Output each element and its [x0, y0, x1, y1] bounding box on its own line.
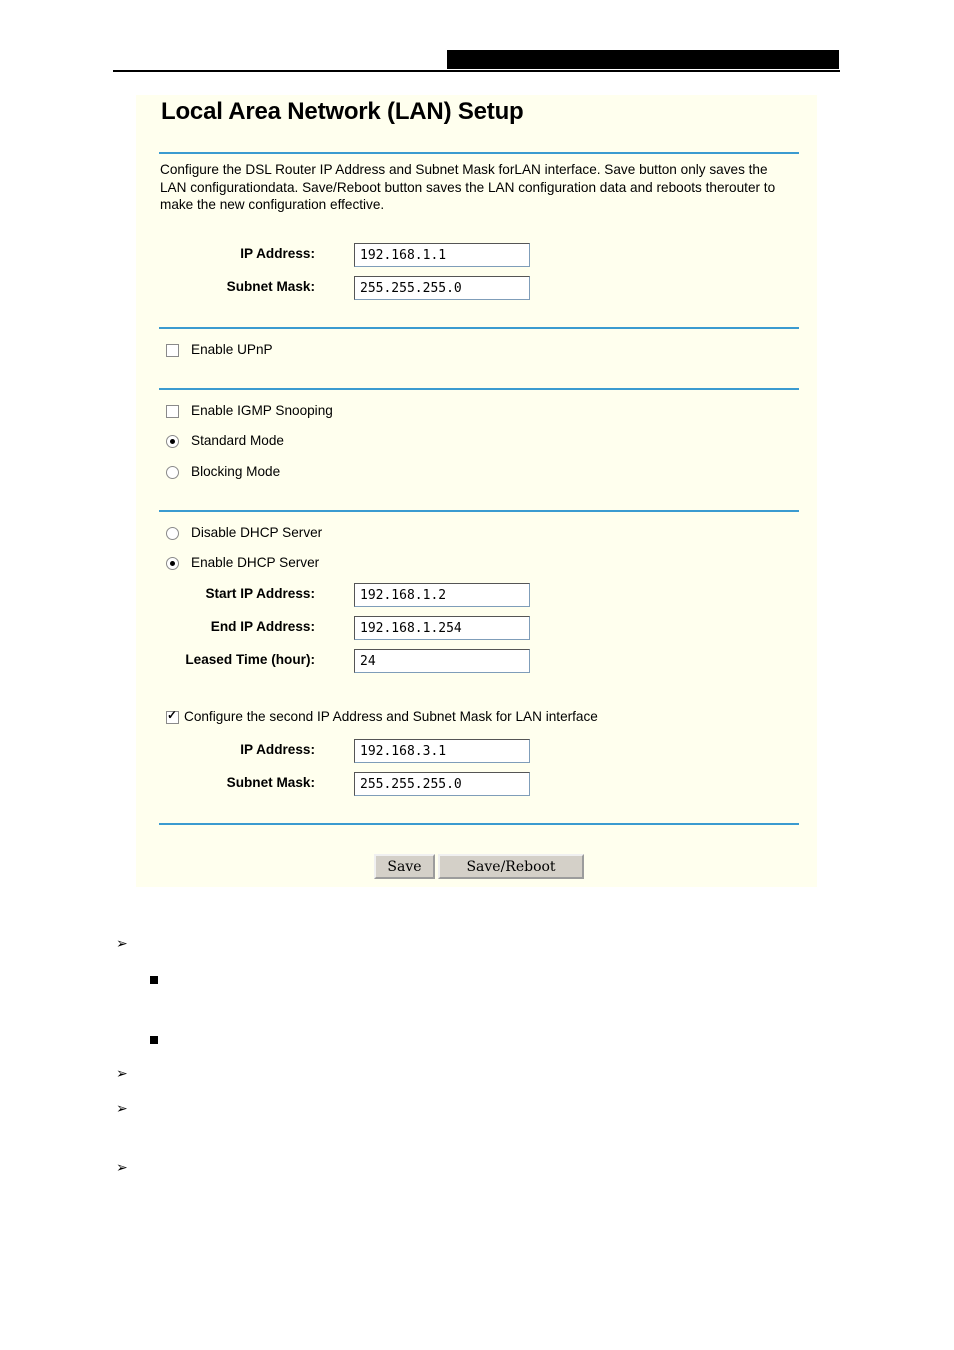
standard-mode-radio[interactable] [166, 435, 179, 448]
second-ip-checkbox[interactable] [166, 711, 179, 724]
lan-setup-panel [136, 95, 817, 887]
leased-time-label: Leased Time (hour): [185, 652, 315, 667]
header-rule [113, 70, 840, 72]
section-divider [159, 823, 799, 825]
end-ip-input[interactable] [354, 616, 530, 640]
enable-igmp-checkbox[interactable] [166, 405, 179, 418]
enable-dhcp-label: Enable DHCP Server [191, 555, 320, 570]
second-subnet-mask-input[interactable] [354, 772, 530, 796]
leased-time-input[interactable] [354, 649, 530, 673]
second-subnet-mask-label: Subnet Mask: [226, 775, 315, 790]
page-title: Local Area Network (LAN) Setup [161, 98, 524, 125]
arrow-bullet-icon: ➢ [116, 935, 128, 951]
save-reboot-button[interactable]: Save/Reboot [438, 854, 584, 879]
second-ip-label: Configure the second IP Address and Subnet Mask for LAN interface [184, 709, 598, 724]
section-divider [159, 388, 799, 390]
blocking-mode-label: Blocking Mode [191, 464, 281, 479]
arrow-bullet-icon: ➢ [116, 1065, 128, 1081]
subnet-mask-label: Subnet Mask: [226, 279, 315, 294]
disable-dhcp-label: Disable DHCP Server [191, 525, 323, 540]
ip-address-input[interactable] [354, 243, 530, 267]
page-description: Configure the DSL Router IP Address and Subnet Mask forLAN interface. Save button only saves the LAN configurationdata. Save/Reboot button saves the LAN configuration data and reboots therouter to make the new configuration effective. [160, 162, 776, 212]
section-divider [159, 510, 799, 512]
arrow-bullet-icon: ➢ [116, 1100, 128, 1116]
disable-dhcp-radio[interactable] [166, 527, 179, 540]
section-divider [159, 327, 799, 329]
second-ip-address-input[interactable] [354, 739, 530, 763]
enable-upnp-label: Enable UPnP [191, 342, 273, 357]
enable-igmp-label: Enable IGMP Snooping [191, 403, 333, 418]
arrow-bullet-icon: ➢ [116, 1159, 128, 1175]
second-ip-address-label: IP Address: [240, 742, 315, 757]
enable-dhcp-radio[interactable] [166, 557, 179, 570]
enable-upnp-checkbox[interactable] [166, 344, 179, 357]
end-ip-label: End IP Address: [210, 619, 315, 634]
start-ip-input[interactable] [354, 583, 530, 607]
ip-address-label: IP Address: [240, 246, 315, 261]
standard-mode-label: Standard Mode [191, 433, 284, 448]
square-bullet-icon [150, 976, 158, 984]
start-ip-label: Start IP Address: [205, 586, 315, 601]
blocking-mode-radio[interactable] [166, 466, 179, 479]
section-divider [159, 152, 799, 154]
subnet-mask-input[interactable] [354, 276, 530, 300]
square-bullet-icon [150, 1036, 158, 1044]
header-bar [447, 50, 839, 69]
save-button[interactable]: Save [374, 854, 435, 879]
